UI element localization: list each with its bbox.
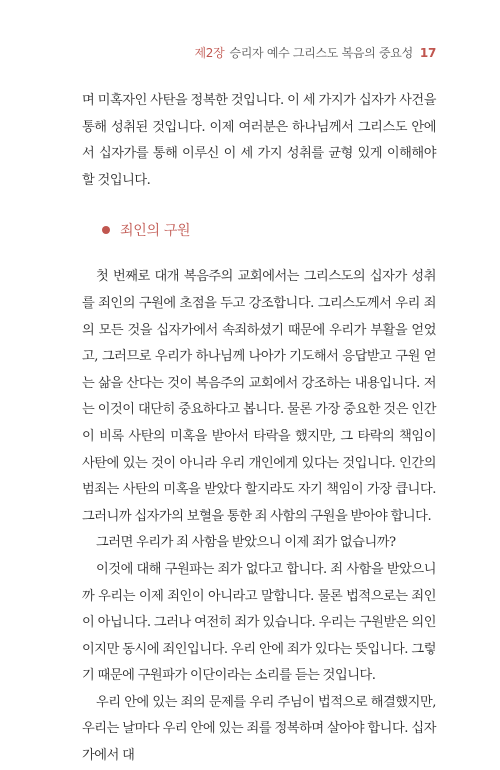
paragraph-continuation: 며 미혹자인 사탄을 정복한 것입니다. 이 세 가지가 십자가 사건을 통해 성취된 것입니다. 이제 여러분은 하나님께서 그리스도 안에서 십자가를 통해 이루신 이 세 가지 성취를 균형 있게 이해해야 할 것입니다. — [82, 93, 436, 188]
chapter-label: 제2장 — [194, 46, 225, 60]
chapter-title: 승리자 예수 그리스도 복음의 중요성 — [229, 46, 413, 60]
bullet-icon — [102, 226, 110, 234]
running-header — [195, 44, 436, 61]
paragraph: 첫 번째로 대개 복음주의 교회에서는 그리스도의 십자가 성취를 죄인의 구원에 초점을 두고 강조합니다. 그리스도께서 우리 죄의 모든 것을 십자가에서 속죄하셨기 때문에 우리가 부활을 얻었고, 그러므로 우리가 하나님께 나아가 기도해서 응답받고 구원 얻는 삶을 산다는 것이 복음주의 교회에서 강조하는 내용입니다. 저는 이것이 대단히 중요하다고 봅니다. 물론 가장 중요한 것은 인간이 비록 사탄의 미혹을 받아서 타락을 했지만, 그 타락의 책임이 사탄에 있는 것이 아니라 우리 개인에게 있다는 것입니다. 인간의 범죄는 사탄의 미혹을 받았다 할지라도 자기 책임이 가장 큽니다. 그러니까 십자가의 보혈을 통한 죄 사함의 구원을 받아야 합니다. — [82, 269, 436, 524]
section-heading — [82, 220, 436, 240]
paragraph: 우리 안에 있는 죄의 문제를 우리 주님이 법적으로 해결했지만, 우리는 날마다 우리 안에 있는 죄를 정복하며 살아야 합니다. 십자가에서 대 — [82, 694, 436, 764]
section-heading-text: 죄인의 구원 — [120, 223, 191, 240]
page-number: 17 — [419, 46, 436, 60]
body-text — [82, 88, 436, 770]
paragraph: 이것에 대해 구원파는 죄가 없다고 합니다. 죄 사함을 받았으니까 우리는 이제 죄인이 아니라고 말합니다. 물론 법적으로는 죄인이 아닙니다. 그러나 여전히 죄가 있습니다. 우리는 구원받은 의인이지만 동시에 죄인입니다. 우리 안에 죄가 있다는 뜻입니다. 그렇기 때문에 구원파가 이단이라는 소리를 듣는 것입니다. — [82, 561, 436, 684]
paragraph: 그러면 우리가 죄 사함을 받았으니 이제 죄가 없습니까? — [96, 535, 396, 551]
